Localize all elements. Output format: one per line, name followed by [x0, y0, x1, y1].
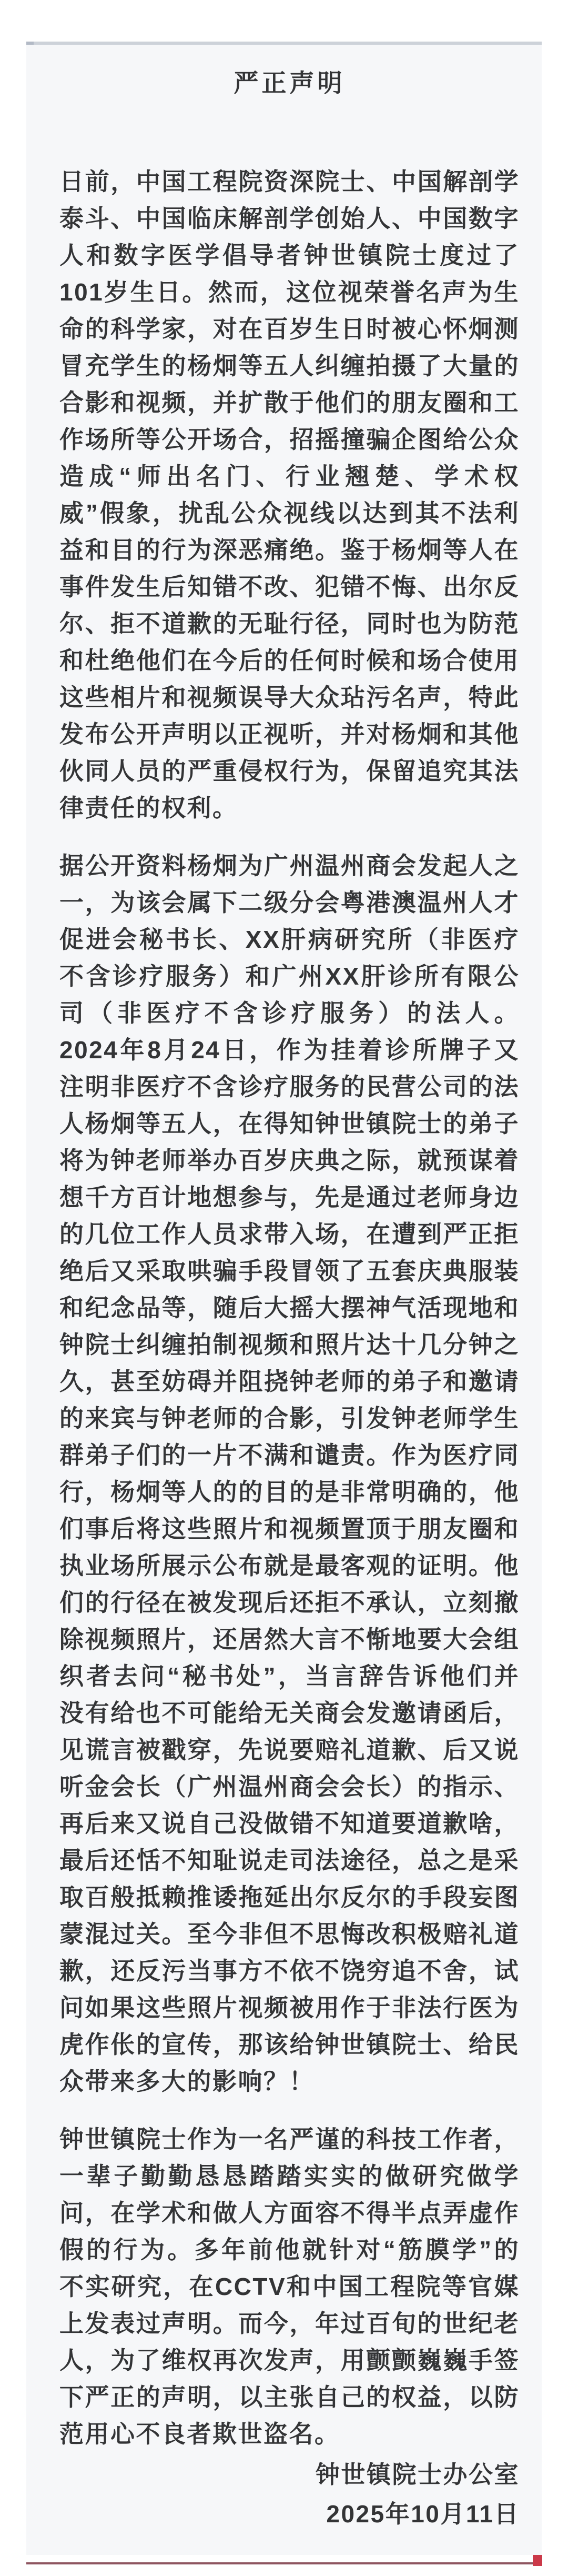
statement-paragraph-1: 日前，中国工程院资深院士、中国解剖学泰斗、中国临床解剖学创始人、中国数字人和数字医学倡导者钟世镇院士度过了101岁生日。然而，这位视荣誉名声为生命的科学家，对在百岁生日时被心怀炯测冒充学生的杨炯等五人纠缠拍摄了大量的合影和视频，并扩散于他们的朋友圈和工作场所等公开场合，招摇撞骗企图给公众造成“师出名门、行业翘楚、学术权威”假象，扰乱公众视线以达到其不法利益和目的行为深恶痛绝。鉴于杨炯等人在事件发生后知错不改、犯错不悔、出尔反尔、拒不道歉的无耻行径，同时也为防范和杜绝他们在今后的任何时候和场合使用这些相片和视频误导大众玷污名声，特此发布公开声明以正视听，并对杨炯和其他伙同人员的严重侵权行为，保留追究其法律责任的权利。 — [59, 168, 520, 821]
statement-paragraph-3: 钟世镇院士作为一名严谨的科技工作者，一辈子勤勤恳恳踏踏实实的做研究做学问，在学术和做人方面容不得半点弄虚作假的行为。多年前他就针对“筋膜学”的不实研究，在CCTV和中国工程院等官媒上发表过声明。而今，年过百旬的世纪老人，为了维权再次发声，用颤颤巍巍手签下严正的声明，以主张自己的权益，以防范用心不良者欺世盗名。 — [59, 2126, 520, 2448]
page-bottom-corner — [533, 2555, 542, 2566]
page-bottom-edge — [26, 2562, 533, 2564]
statement-title: 严正声明 — [234, 69, 346, 97]
signature-name: 钟世镇院士办公室 — [316, 2461, 520, 2488]
signature-date: 2025年10月11日 — [326, 2500, 520, 2528]
statement-page — [26, 45, 542, 2555]
statement-paragraph-2: 据公开资料杨炯为广州温州商会发起人之一，为该会属下二级分会粤港澳温州人才促进会秘书长、XX肝病研究所（非医疗不含诊疗服务）和广州XX肝诊所有限公司（非医疗不含诊疗服务）的法人。2024年8月24日，作为挂着诊所牌子又注明非医疗不含诊疗服务的民营公司的法人杨炯等五人，在得知钟世镇院士的弟子将为钟老师举办百岁庆典之际，就预谋着想千方百计地想参与，先是通过老师身边的几位工作人员求带入场，在遭到严正拒绝后又采取哄骗手段冒领了五套庆典服装和纪念品等，随后大摇大摆神气活现地和钟院士纠缠拍制视频和照片达十几分钟之久，甚至妨碍并阻挠钟老师的弟子和邀请的来宾与钟老师的合影，引发钟老师学生群弟子们的一片不满和谴责。作为医疗同行，杨炯等人的的目的是非常明确的，他们事后将这些照片和视频置顶于朋友圈和执业场所展示公布就是最客观的证明。他们的行径在被发现后还拒不承认，立刻撤除视频照片，还居然大言不惭地要大会组织者去问“秘书处”，当言辞告诉他们并没有给也不可能给无关商会发邀请函后，见谎言被戳穿，先说要赔礼道歉、后又说听金会长（广州温州商会会长）的指示、再后来又说自己没做错不知道要道歉啥，最后还恬不知耻说走司法途径，总之是采取百般抵赖推诿拖延出尔反尔的手段妄图蒙混过关。至今非但不思悔改积极赔礼道歉，还反污当事方不依不饶穷追不舍，试问如果这些照片视频被用作于非法行医为虎作伥的宣传，那该给钟世镇院士、给民众带来多大的影响？！ — [59, 852, 520, 2095]
